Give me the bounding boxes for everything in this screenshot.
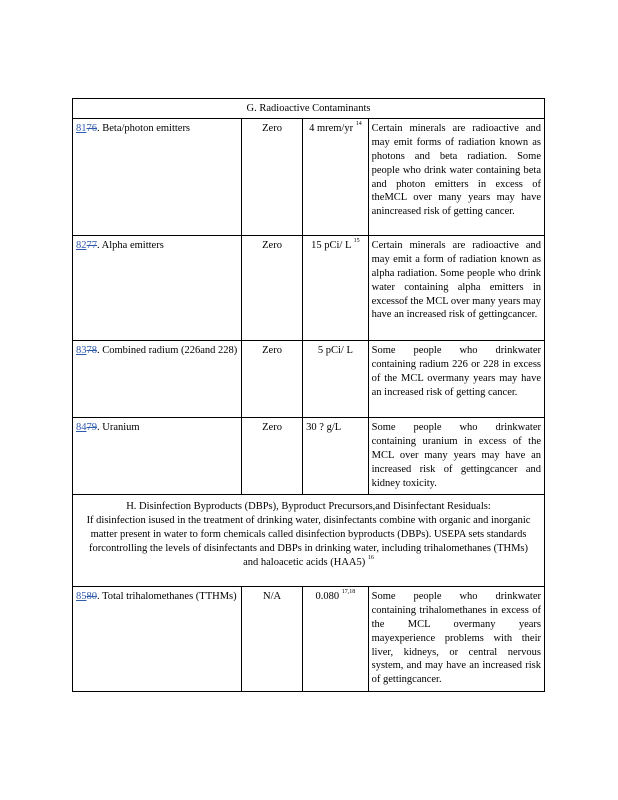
- contaminant-name: Beta/photon emitters: [102, 122, 191, 134]
- contaminant-name-cell: 8378. Combined radium (226and 228): [73, 340, 242, 417]
- footnote-ref: 15: [353, 237, 360, 244]
- contaminant-name: Uranium: [102, 421, 140, 433]
- contaminant-name: Alpha emitters: [101, 239, 164, 251]
- mclg-cell: Zero: [241, 340, 302, 417]
- table-row: [73, 586, 545, 691]
- item-number-deleted: 76: [86, 122, 97, 134]
- health-effects-cell: Some people who drinkwater containing uranium in excess of the MCL over many years may have an increased risk of gettingcancer and kidney toxicity.: [368, 417, 544, 494]
- mclg-cell: Zero: [241, 118, 302, 235]
- item-number-deleted: 79: [86, 421, 97, 433]
- table-row: [73, 235, 545, 340]
- footnote-ref: 17,18: [341, 588, 356, 595]
- table-row: [73, 340, 545, 417]
- mclg-cell: N/A: [241, 586, 302, 691]
- contaminant-name: Total trihalomethanes (TTHMs): [102, 590, 237, 602]
- mcl-cell: 15 pCi/ L $^{15}$: [303, 235, 368, 340]
- health-effects-cell: Certain minerals are radioactive and may emit a form of radiation known as alpha radiation. Some people who drink water containing alpha emitters in excessof the MCL over many years may have an increased risk of gettingcancer.: [368, 235, 544, 340]
- mcl-cell: 0.080 $^{17,18}$: [303, 586, 368, 691]
- section-h-header-row: [73, 494, 545, 586]
- health-effects-cell: Some people who drinkwater containing trihalomethanes in excess of the MCL overmany years mayexperience problems with their liver, kidneys, or central nervous system, and may have an increased risk of gettingcancer.: [368, 586, 544, 691]
- item-number-new: 83: [76, 344, 87, 356]
- table-row: [73, 417, 545, 494]
- contaminant-name: Combined radium (226and 228): [102, 344, 238, 356]
- health-effects-cell: Certain minerals are radioactive and may emit forms of radiation known as photons and beta radiation. Some people who drink water containing beta and photon emitters in excess of theMCL over many years may have anincreased risk of getting cancer.: [368, 118, 544, 235]
- section-g-header-row: [73, 99, 545, 119]
- mcl-cell: 30 ? g/L: [303, 417, 368, 494]
- item-number-new: 82: [76, 239, 87, 251]
- footnote-ref: 14: [355, 120, 362, 127]
- section-h-body: If disinfection isused in the treatment of drinking water, disinfectants combine with organic and inorganic matter present in water to form chemicals called disinfection byproducts (DBPs). USEPA sets standards forcontrolling the levels of disinfectants and DBPs in drinking water, including trihalomethanes (THMs) and haloacetic acids (HAA5) $^{16}$: [86, 514, 531, 568]
- item-number-new: 81: [76, 122, 87, 134]
- item-number-deleted: 77: [86, 239, 97, 251]
- item-number-deleted: 80: [86, 590, 97, 602]
- item-number-new: 84: [76, 421, 87, 433]
- section-g-title: G. Radioactive Contaminants: [73, 99, 545, 119]
- item-number-new: 85: [76, 590, 87, 602]
- mcl-cell: 4 mrem/yr $^{14}$: [303, 118, 368, 235]
- contaminant-name-cell: 8277. Alpha emitters: [73, 235, 242, 340]
- mclg-cell: Zero: [241, 417, 302, 494]
- contaminant-name-cell: 8479. Uranium: [73, 417, 242, 494]
- contaminant-name-cell: 8580. Total trihalomethanes (TTHMs): [73, 586, 242, 691]
- mclg-cell: Zero: [241, 235, 302, 340]
- section-h-title: H. Disinfection Byproducts (DBPs), Byproduct Precursors,and Disinfectant Residuals:: [126, 500, 491, 512]
- mcl-cell: 5 pCi/ L: [303, 340, 368, 417]
- item-number-deleted: 78: [86, 344, 97, 356]
- contaminants-table: [72, 98, 545, 692]
- contaminant-name-cell: 8176. Beta/photon emitters: [73, 118, 242, 235]
- footnote-ref: 16: [367, 554, 374, 561]
- health-effects-cell: Some people who drinkwater containing radium 226 or 228 in excess of the MCL overmany years may have an increased risk of getting cancer.: [368, 340, 544, 417]
- table-row: [73, 118, 545, 235]
- section-h-intro: [73, 494, 545, 586]
